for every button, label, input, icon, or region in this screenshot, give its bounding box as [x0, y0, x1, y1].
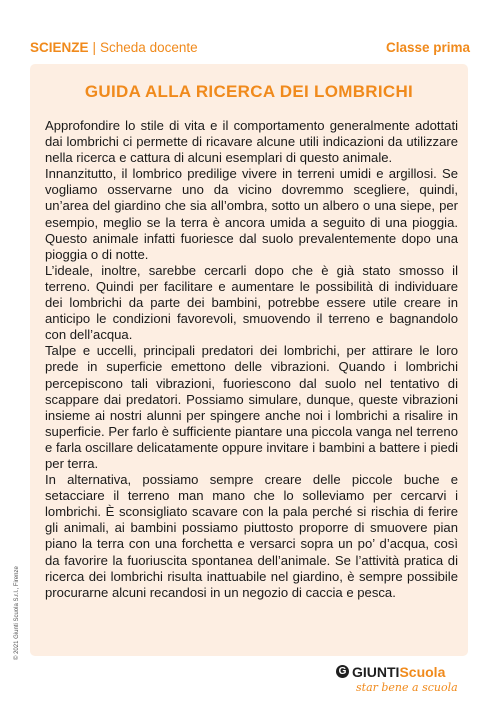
class-label: Classe prima	[385, 40, 470, 55]
paragraph-alternatives: In alternativa, possiamo sempre creare delle piccole buche e setacciare il terreno man mano che lo solleviamo per cercarvi i lombrichi. È sconsigliato scavare con la pala perché si rischia di ferire gli animali, ai bambini possiamo piuttosto proporre di smuovere pian piano la terra con una forchetta e versarci sopra un po’ d’acqua, così da favorire la fuoriuscita spontanea dell’animale. Se l’attività pratica di ricerca dei lombrichi risulta inattuabile nel giardino, è sempre possibile procurarne alcuni recandosi in un negozio di caccia e pesca.	[45, 472, 458, 600]
brand-tagline: star bene a scuola	[356, 681, 458, 694]
subject-label: SCIENZE	[30, 40, 89, 55]
content-panel	[30, 64, 468, 656]
brand-name-part1: GIUNTI	[352, 664, 400, 680]
copyright-notice: © 2021 Giunti Scuola S.r.l., Firenze	[14, 566, 20, 660]
giunti-scuola-logo	[336, 664, 458, 696]
paragraph-soil-prep: L’ideale, inoltre, sarebbe cercarli dopo che è già stato smosso il terreno. Quindi per facilitare e aumentare le possibilità di individuare dei lombrichi da parte dei bambini, potrebbe essere utile creare in anticipo le condizioni favorevoli, smuovendo il terreno e bagnandolo con dell’acqua.	[45, 262, 458, 343]
giunti-logo-icon: G	[336, 665, 349, 678]
paragraph-habitat: Innanzitutto, il lombrico predilige vivere in terreni umidi e argillosi. Se vogliamo osservarne uno da vicino dovremmo scegliere, quindi, un’area del giardino che sia all’ombra, sotto un albero o una siepe, per esempio, meglio se la terra è ancora umida a seguito di una pioggia. Questo animale infatti fuoriesce dal suolo prevalentemente dopo una pioggia o di notte.	[45, 166, 458, 262]
brand-name	[352, 664, 445, 680]
document-body	[45, 118, 458, 601]
page-header	[30, 40, 470, 60]
document-title: GUIDA ALLA RICERCA DEI LOMBRICHI	[84, 82, 414, 101]
brand-name-part2: Scuola	[399, 664, 446, 680]
sheet-type-label: Scheda docente	[100, 40, 198, 55]
paragraph-intro: Approfondire lo stile di vita e il comportamento generalmente adottati dai lombrichi ci permette di ricavare alcune utili indicazioni da utilizzare nella ricerca e cattura di alcuni esemplari di questo animale.	[45, 118, 458, 166]
paragraph-vibrations: Talpe e uccelli, principali predatori dei lombrichi, per attirare le loro prede in superficie emettono delle vibrazioni. Quando i lombrichi percepiscono tali vibrazioni, fuoriescono dal suolo nel tentativo di scappare dai predatori. Possiamo simulare, dunque, queste vibrazioni insieme ai nostri alunni per spingere anche noi i lombrichi a risalire in superficie. Per farlo è sufficiente piantare una piccola vanga nel terreno e farla oscillare delicatamente oppure invitare i bambini a battere i piedi per terra.	[45, 343, 458, 471]
header-subject-group	[30, 40, 198, 55]
header-separator: |	[92, 40, 97, 55]
